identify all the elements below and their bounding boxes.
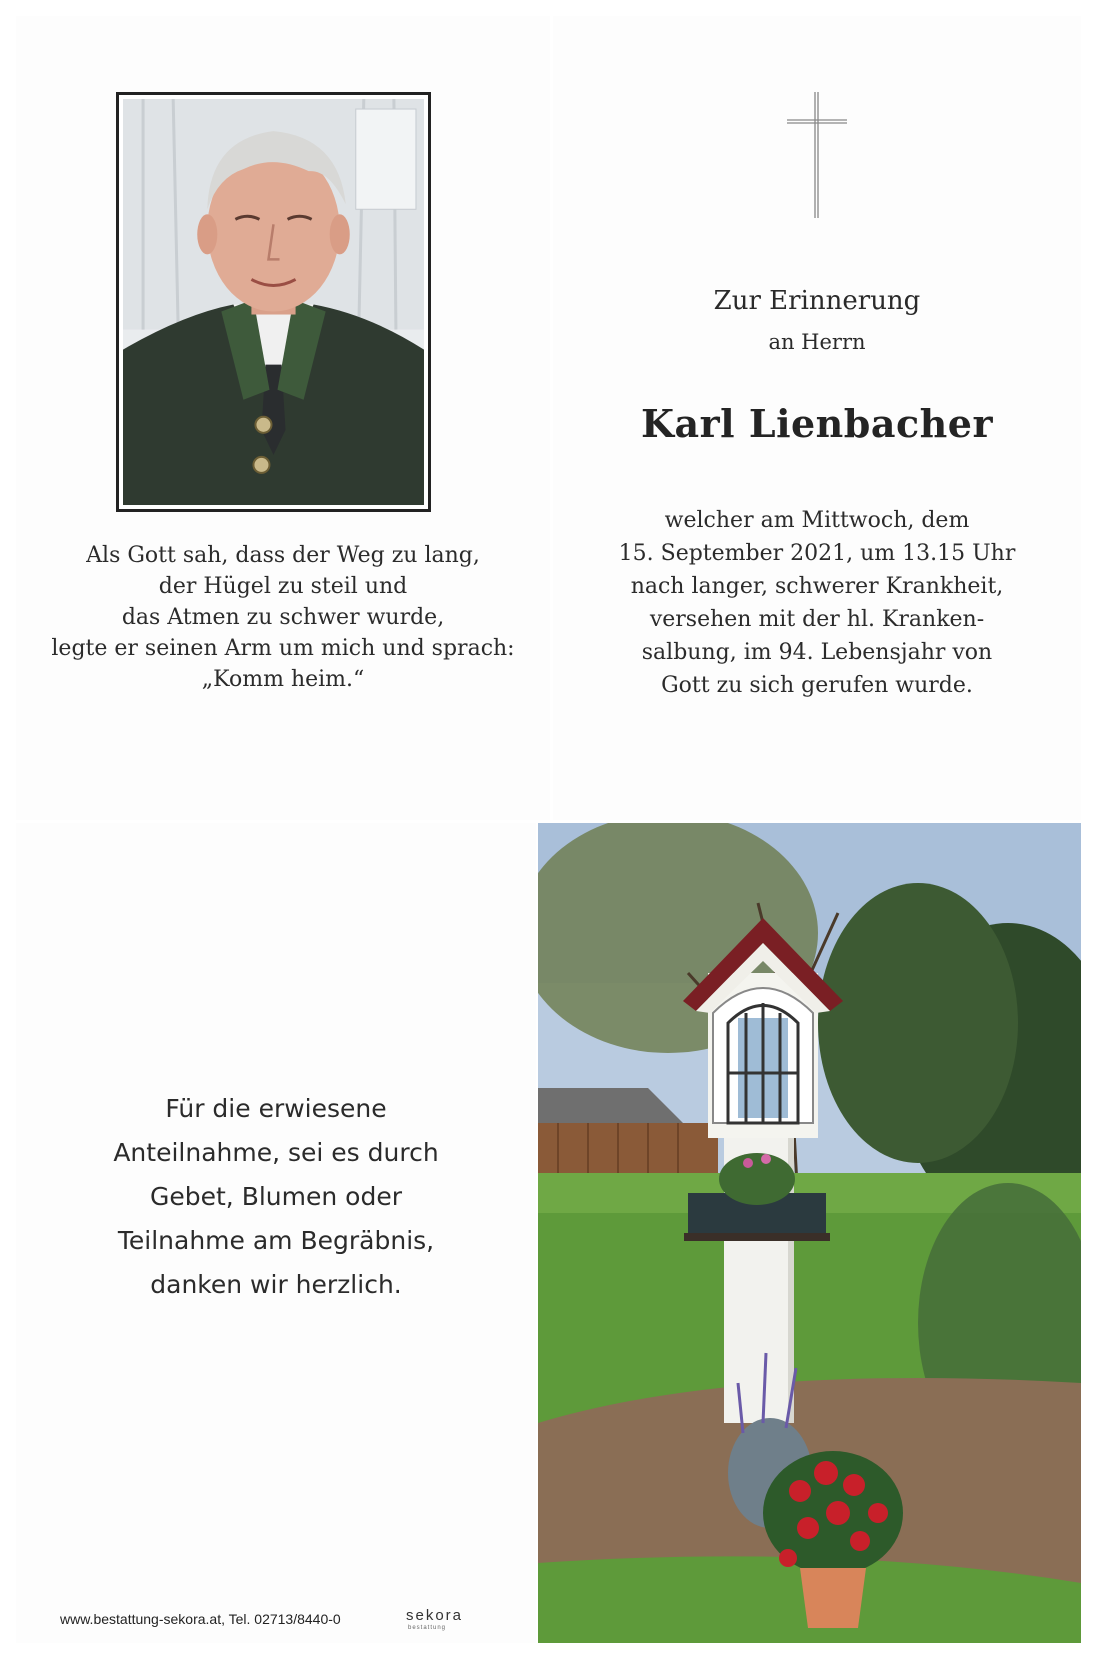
obituary-line: versehen mit der hl. Kranken- xyxy=(649,607,985,632)
portrait-image xyxy=(123,99,424,505)
portrait-photo xyxy=(116,92,431,512)
obituary-line: nach langer, schwerer Krankheit, xyxy=(630,574,1004,599)
obituary-text xyxy=(553,504,1081,702)
thanks-line: Gebet, Blumen oder xyxy=(150,1182,402,1211)
shrine-photo xyxy=(538,823,1081,1643)
intro-heading: Zur Erinnerung xyxy=(713,286,921,316)
obituary-line: Gott zu sich gerufen wurde. xyxy=(661,673,973,698)
thanks-line: danken wir herzlich. xyxy=(150,1270,402,1299)
card-front-left xyxy=(16,16,550,820)
card-front-right xyxy=(553,16,1081,820)
poem-line: „Komm heim.“ xyxy=(201,667,365,692)
poem xyxy=(16,540,550,695)
poem-line: legte er seinen Arm um mich und sprach: xyxy=(51,636,515,661)
brand-subtitle: bestattung xyxy=(408,1625,447,1631)
thanks-line: Anteilnahme, sei es durch xyxy=(113,1138,439,1167)
footer-contact: www.bestattung-sekora.at, Tel. 02713/8440-0 xyxy=(60,1611,341,1627)
thanks-line: Teilnahme am Begräbnis, xyxy=(117,1226,435,1255)
intro-subheading: an Herrn xyxy=(768,330,866,354)
card-back-left xyxy=(16,823,536,1643)
poem-line: das Atmen zu schwer wurde, xyxy=(121,605,445,630)
brand-logo: sekora xyxy=(406,1607,464,1624)
obituary-line: welcher am Mittwoch, dem xyxy=(664,508,970,533)
deceased-name: Karl Lienbacher xyxy=(641,401,993,446)
obituary-line: 15. September 2021, um 13.15 Uhr xyxy=(618,541,1016,566)
cross-icon xyxy=(785,90,849,220)
thanks-line: Für die erwiesene xyxy=(165,1094,387,1123)
thanks-text xyxy=(16,1087,536,1307)
poem-line: der Hügel zu steil und xyxy=(158,574,408,599)
obituary-line: salbung, im 94. Lebensjahr von xyxy=(641,640,993,665)
card-back-right xyxy=(538,823,1081,1643)
poem-line: Als Gott sah, dass der Weg zu lang, xyxy=(86,543,480,568)
